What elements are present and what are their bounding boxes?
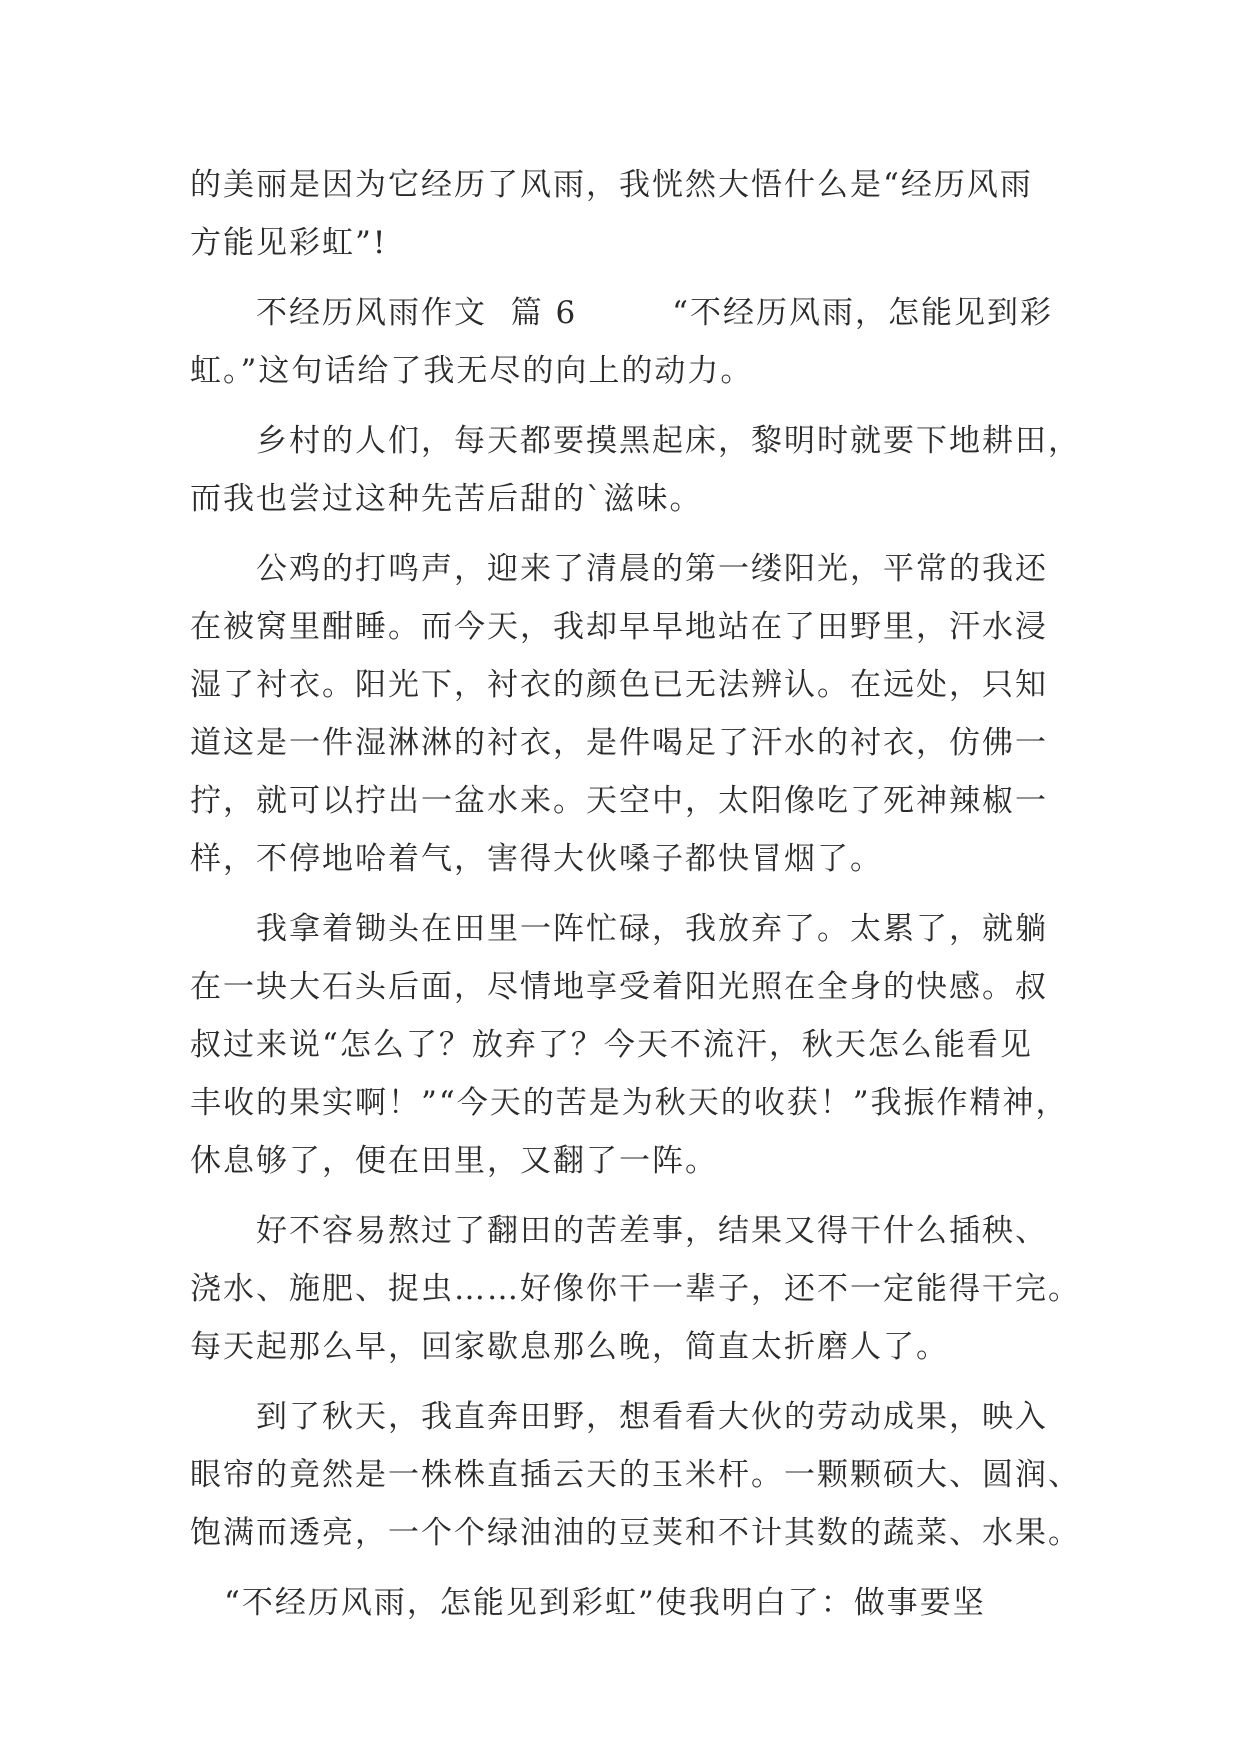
text-line: 的美丽是因为它经历了风雨，我恍然大悟什么是“经历风雨 (190, 167, 1033, 203)
text-line: 休息够了，便在田里，又翻了一阵。 (190, 1143, 718, 1179)
paragraph-gap (190, 400, 1070, 412)
paragraph (190, 1574, 1070, 1632)
paragraph (190, 540, 1070, 888)
text-line: 浇水、施肥、捉虫……好像你干一辈子，还不一定能得干完。 (190, 1271, 1081, 1307)
paragraph (190, 156, 1070, 272)
text-line: 丰收的果实啊！”“今天的苦是为秋天的收获！”我振作精神， (190, 1085, 1069, 1121)
paragraph (190, 1388, 1081, 1562)
document-body (190, 156, 1081, 1632)
paragraph (190, 1202, 1081, 1376)
paragraph (190, 412, 1081, 528)
paragraph-gap (190, 1562, 1070, 1574)
paragraph (190, 284, 1070, 400)
text-line: 到了秋天，我直奔田野，想看看大伙的劳动成果，映入 (256, 1399, 1048, 1435)
text-line: 不经历风雨作文 篇 6 “不经历风雨，怎能见到彩 (256, 295, 1053, 331)
text-line: 虹。”这句话给了我无尽的向上的动力。 (190, 353, 754, 389)
text-line: 每天起那么早，回家歇息那么晚，简直太折磨人了。 (190, 1329, 949, 1365)
paragraph-gap (190, 272, 1070, 284)
paragraph-gap (190, 528, 1070, 540)
text-line: 乡村的人们，每天都要摸黑起床，黎明时就要下地耕田， (256, 423, 1081, 459)
text-line: “不经历风雨，怎能见到彩虹”使我明白了：做事要坚 (224, 1585, 986, 1621)
text-line: 在一块大石头后面，尽情地享受着阳光照在全身的快感。叔 (190, 969, 1048, 1005)
text-line: 道这是一件湿淋淋的衬衣，是件喝足了汗水的衬衣，仿佛一 (190, 725, 1048, 761)
paragraph-gap (190, 1190, 1070, 1202)
text-line: 在被窝里酣睡。而今天，我却早早地站在了田野里，汗水浸 (190, 609, 1048, 645)
text-line: 眼帘的竟然是一株株直插云天的玉米杆。一颗颗硕大、圆润、 (190, 1457, 1081, 1493)
text-line: 饱满而透亮，一个个绿油油的豆荚和不计其数的蔬菜、水果。 (190, 1515, 1081, 1551)
text-line: 叔过来说“怎么了？放弃了？今天不流汗，秋天怎么能看见 (190, 1027, 1033, 1063)
text-line: 方能见彩虹”! (190, 225, 388, 261)
paragraph (190, 900, 1070, 1190)
paragraph-gap (190, 888, 1070, 900)
text-line: 湿了衬衣。阳光下，衬衣的颜色已无法辨认。在远处，只知 (190, 667, 1048, 703)
paragraph-gap (190, 1376, 1070, 1388)
text-line: 样，不停地哈着气，害得大伙嗓子都快冒烟了。 (190, 841, 883, 877)
text-line: 好不容易熬过了翻田的苦差事，结果又得干什么插秧、 (256, 1213, 1048, 1249)
text-line: 拧，就可以拧出一盆水来。天空中，太阳像吃了死神辣椒一 (190, 783, 1048, 819)
text-line: 我拿着锄头在田里一阵忙碌，我放弃了。太累了，就躺 (256, 911, 1048, 947)
text-line: 而我也尝过这种先苦后甜的`滋味。 (190, 481, 703, 517)
text-line: 公鸡的打鸣声，迎来了清晨的第一缕阳光，平常的我还 (256, 551, 1048, 587)
